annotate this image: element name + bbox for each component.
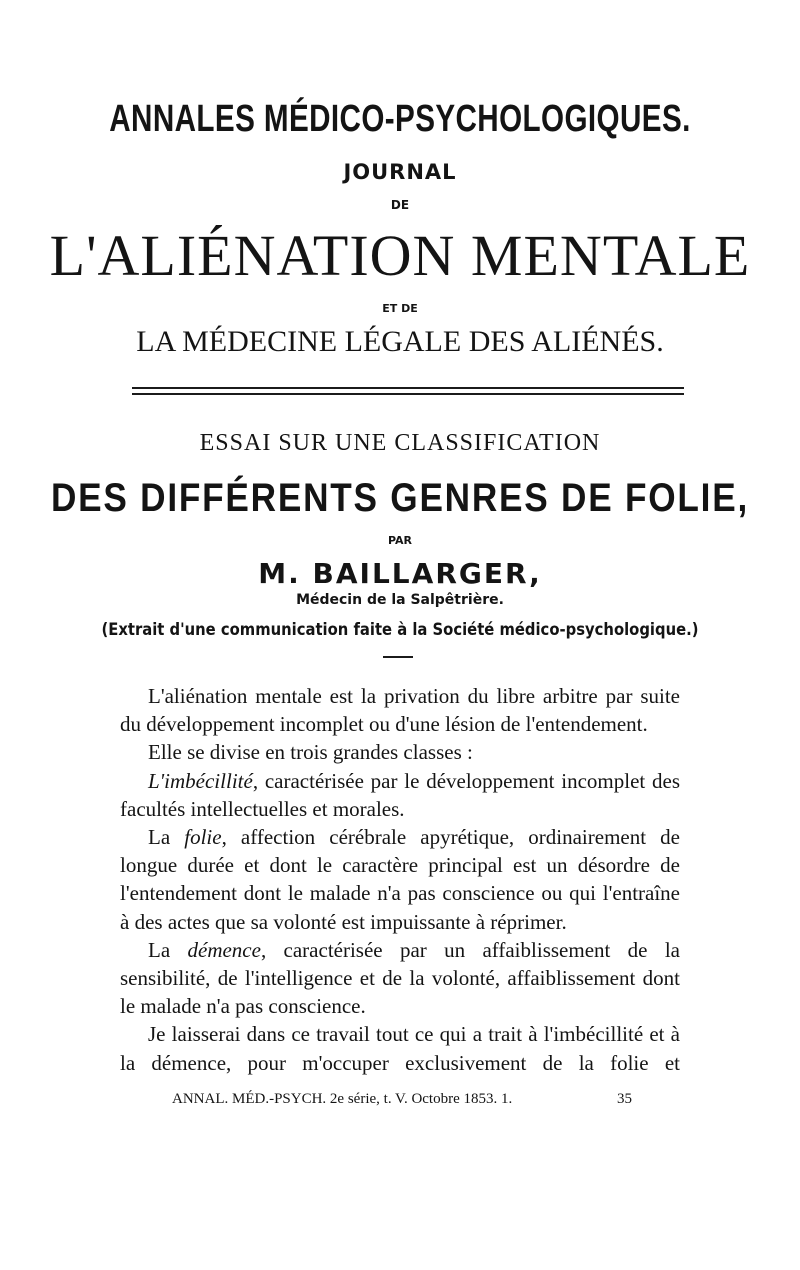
paragraph-text: , caractérisée par le développement incomplet des facultés intellectuelles et morales.: [120, 768, 680, 821]
term: L'imbécillité: [148, 768, 253, 793]
header-rule-top: [132, 387, 684, 389]
journal-kicker: JOURNAL: [343, 160, 457, 184]
paragraph-text: , affection cérébrale apyrétique, ordinairement de longue durée et dont le caractère principal est un désordre de l'entendement dont le malade n'a pas conscience ou qui l'entraîne à des actes que sa volonté est impuissante à réprimer.: [120, 825, 680, 934]
journal-name: ANNALES MÉDICO-PSYCHOLOGIQUES.: [109, 98, 691, 140]
extract-note: (Extrait d'une communication faite à la Société médico-psychologique.): [101, 620, 699, 640]
term: démence: [187, 937, 261, 962]
section-dash: [383, 656, 413, 658]
term: folie: [184, 825, 222, 850]
paragraph-lead: La: [148, 937, 188, 962]
header-rule-bottom: [132, 393, 684, 395]
paragraph: [120, 767, 680, 823]
signature-line: ANNAL. MÉD.-PSYCH. 2e série, t. V. Octobre 1853. 1.: [172, 1091, 513, 1107]
article-author: M. BAILLARGER,: [258, 557, 542, 590]
article-par: PAR: [387, 534, 413, 547]
page-number: 35: [617, 1091, 632, 1107]
paragraph: [120, 823, 680, 936]
article-title-line2: DES DIFFÉRENTS GENRES DE FOLIE,: [50, 476, 750, 520]
page-footer: [172, 1091, 632, 1108]
paragraph-text: , caractérisée par un affaiblissement de la sensibilité, de l'intelligence et de la volonté, affaiblissement dont le malade n'a pas conscience.: [120, 937, 680, 1019]
journal-et-de: ET DE: [382, 302, 418, 315]
paragraph: L'aliénation mentale est la privation du libre arbitre par suite du développement incomplet ou d'une lésion de l'entendement.: [120, 684, 680, 737]
paragraph: Elle se divise en trois grandes classes :: [148, 740, 473, 765]
sub-title: LA MÉDECINE LÉGALE DES ALIÉNÉS.: [136, 325, 664, 358]
article-title-line1: ESSAI SUR UNE CLASSIFICATION: [199, 430, 601, 456]
paragraph-lead: La: [148, 825, 185, 850]
body-text: [120, 682, 680, 1077]
author-affiliation: Médecin de la Salpêtrière.: [296, 592, 504, 608]
main-title: L'ALIÉNATION MENTALE: [49, 223, 751, 288]
journal-de: DE: [390, 198, 410, 212]
paragraph: [120, 936, 680, 1021]
paragraph: Je laisserai dans ce travail tout ce qui a trait à l'imbécillité et à la démence, pour m'occuper exclusivement de la folie et: [120, 1022, 680, 1075]
